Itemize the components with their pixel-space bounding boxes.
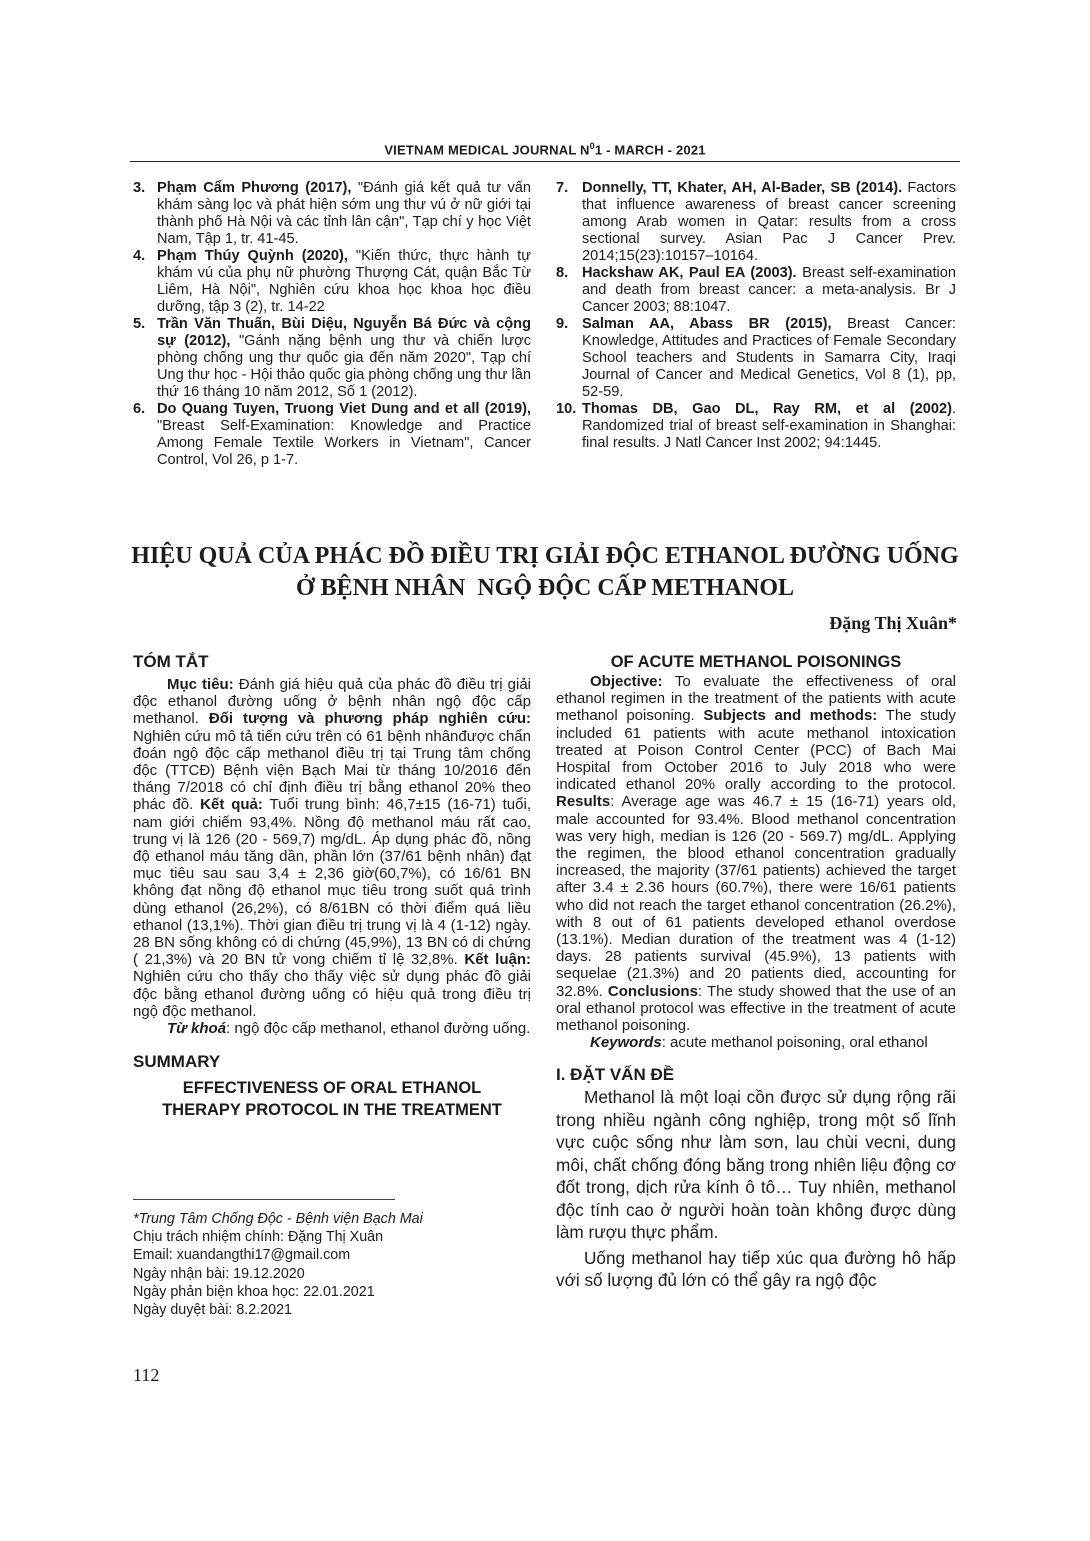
article-title [110,540,980,604]
keywords-text: : ngộ độc cấp methanol, ethanol đường uống. [226,1020,531,1038]
abstract-label: Subjects and methods: [703,707,878,725]
running-header [130,141,960,157]
reference-number: 5. [133,316,146,332]
tomtat-keywords [133,1020,531,1037]
reference-number: 8. [556,265,569,281]
abstract-text: Đánh giá hiệu quả của phác đồ điều trị giải độc ethanol đường uống ở bệnh nhân ngộ độc cấp methanol. [133,676,531,728]
reference-author: Hackshaw AK, Paul EA (2003). [582,265,797,281]
reference-author: Salman AA, Abass BR (2015), [582,316,832,332]
reference-item [556,265,956,316]
reference-text: "Gánh nặng bệnh ung thư và chiến lược phòng chống ung thư quốc gia đến năm 2020", Tạp chí Ung thư học - Hội thảo quốc gia phòng chống ung thư lần thứ 16 tháng 10 năm 2012, Số 1 (2012). [157,333,532,400]
keywords-label: Từ khoá [167,1020,227,1038]
reference-number: 3. [133,180,146,196]
footnote-email: Email: xuandangthi17@gmail.com [133,1247,351,1264]
title-line: HIỆU QUẢ CỦA PHÁC ĐỒ ĐIỀU TRỊ GIẢI ĐỘC ETHANOL ĐƯỜNG UỐNG [131,543,959,569]
abstract-text: To evaluate the effectiveness of oral ethanol regimen in the treatment of the patients with acute methanol poisoning. [556,673,956,725]
keywords-text: : acute methanol poisoning, oral ethanol [661,1034,928,1052]
summary-heading: SUMMARY [133,1052,221,1072]
references-left [133,180,531,469]
footnote-approved-date: Ngày duyệt bài: 8.2.2021 [133,1302,292,1319]
journal-issue: 1 - MARCH - 2021 [594,142,706,158]
reference-text: Factors that influence awareness of breast cancer screening among Arab women in Qatar: results from a cross sectional survey. Asian Pac J Cancer Prev. 2014;15(23):10157–10164. [582,180,956,264]
footnote-rule [133,1199,395,1200]
reference-author: Donnelly, TT, Khater, AH, Al-Bader, SB (2014). [582,180,903,196]
references-right [556,180,956,452]
intro-paragraph: Uống methanol hay tiếp xúc qua đường hô hấp với số lượng đủ lớn có thể gây ra ngộ độc [556,1247,956,1291]
reference-number: 6. [133,401,146,417]
footnote-affiliation: *Trung Tâm Chống Độc - Bệnh viện Bạch Mai [133,1211,423,1227]
summary-title-line: OF ACUTE METHANOL POISONINGS [610,653,902,671]
reference-text: Breast self-examination and death from breast cancer: a meta-analysis. Br J Cancer 2003; 88:1047. [582,265,956,315]
abstract-label: Objective: [590,673,663,690]
abstract-label: Kết quả: [200,796,263,814]
intro-paragraph: Methanol là một loại cồn được sử dụng rộng rãi trong nhiều ngành công nghiệp, trong một số lĩnh vực cuộc sống như làm sơn, lau chùi vecni, dung môi, chất chống đóng băng trong nhiên liệu động cơ đốt trong, dịch rửa kính ô tô… Tuy nhiên, methanol độc tính cao ở người hoàn toàn không được dùng làm rượu thực phẩm. [556,1087,956,1243]
reference-item [133,248,531,316]
journal-superscript: 0 [589,141,595,151]
reference-author: Phạm Cẩm Phương (2017), [157,180,352,196]
reference-item [133,180,531,248]
reference-item [133,316,531,401]
title-line: Ở BỆNH NHÂN NGỘ ĐỘC CẤP METHANOL [295,575,795,601]
reference-item [556,316,956,401]
abstract-text: The study included 61 patients with acute methanol intoxication treated at Poison Control Center (PCC) of Bach Mai Hospital from October 2016 to July 2018 who were indicated ethanol 20% orally according to the protocol. [556,707,956,794]
reference-number: 9. [556,316,569,332]
reference-number: 7. [556,180,569,196]
reference-author: Thomas DB, Gao DL, Ray RM, et al (2002) [582,401,952,417]
intro-heading: I. ĐẶT VẤN ĐỀ [556,1065,675,1085]
footnote-received-date: Ngày nhận bài: 19.12.2020 [133,1265,305,1282]
summary-title-line: THERAPY PROTOCOL IN THE TREATMENT [162,1101,502,1120]
abstract-label: Mục tiêu: [167,676,234,693]
journal-name: VIETNAM MEDICAL JOURNAL N [384,142,590,158]
reference-text: "Breast Self-Examination: Knowledge and Practice Among Female Textile Workers in Vietnam", Cancer Control, Vol 26, p 1-7. [157,418,531,468]
abstract-text: : Average age was 46.7 ± 15 (16-71) years old, male accounted for 93.4%. Blood methanol concentration was very high, median is 126 (20 - 569.7) mg/dL. Applying the regimen, the blood ethanol concentration gradually increased, the majority (37/61 patients) achieved the target after 3.4 ± 2.36 hours (60.7%), there were 16/61 patients who did not reach the target ethanol concentration (26.2%), with 8 out of 61 patients developed ethanol overdose (13.1%). Median duration of the treatment was 4 (1-12) days. 28 patients survival (45.9%), 13 patients with sequelae (21.3%) and 20 patients died, accounting for 32.8%. [556,793,956,1000]
reference-item [133,401,531,469]
abstract-label: Kết luận: [464,951,531,969]
tomtat-abstract [133,676,531,1020]
abstract-text: Nghiên cứu mô tả tiến cứu trên có 61 bệnh nhânđược chẩn đoán ngộ độc cấp methanol điều trị tại Trung tâm chống độc (TTCĐ) Bệnh viện Bạch Mai từ tháng 10/2016 đến tháng 7/2018 có chỉ định điều trị bằng ethanol 20% theo phác đồ. [133,727,531,814]
keywords-label: Keywords [590,1034,662,1052]
reference-text: . Randomized trial of breast self-examination in Shanghai: final results. J Natl Cancer Inst 2002; 94:1445. [582,401,956,451]
abstract-text: : The study showed that the use of an oral ethanol protocol was effective in the treatment of acute methanol poisoning. [556,982,957,1035]
reference-number: 4. [133,248,146,264]
reference-author: Do Quang Tuyen, Truong Viet Dung and et all (2019), [157,401,531,417]
page-number: 112 [133,1365,160,1385]
abstract-label: Đối tượng và phương pháp nghiên cứu: [208,710,531,728]
reference-text: "Đánh giá kết quả tư vấn khám sàng lọc và phát hiện sớm ung thư vú ở nữ giới tại thành phố Hà Nội và các tỉnh lân cận", Tạp chí y học Việt Nam, Tập 1, tr. 41-45. [157,180,531,247]
article-author: Đặng Thị Xuân* [829,613,957,633]
header-rule [130,161,960,162]
reference-number: 10. [556,401,577,417]
abstract-text: Tuổi trung bình: 46,7±15 (16-71) tuổi, nam giới chiếm 93,4%. Nồng độ methanol máu rất cao, trung vị là 126 (20 - 569,7) mg/dL. Áp dụng phác đồ, nồng độ ethanol máu tăng dần, phần lớn (37/61 bệnh nhân) đạt mục tiêu sau sau 3,4 ± 2,36 giờ(60,7%), có 16/61 BN không đạt nồng độ ethanol mục tiêu trong suốt quá trình dùng ethanol (26,2%), có 8/61BN có thời điểm quá liều ethanol (13,1%). Thời gian điều trị trung vị là 4 (1-12) ngày. 28 BN sống không có di chứng (45,9%), 13 BN có di chứng ( 21,3%) và 20 BN tử vong chiếm tỉ lệ 32,8%. [133,796,531,969]
reference-item [556,180,956,265]
reference-author: Trần Văn Thuấn, Bùi Diệu, Nguyễn Bá Đức và cộng sự (2012), [157,316,531,349]
footnote [133,1210,533,1319]
footnote-responsible: Chịu trách nhiệm chính: Đặng Thị Xuân [133,1229,384,1246]
abstract-text: Nghiên cứu cho thấy cho thấy việc sử dụng phác đồ giải độc bằng ethanol đường uống có hiệu quả trong điều trị ngộ độc methanol. [133,968,531,1020]
reference-text: Breast Cancer: Knowledge, Attitudes and Practices of Female Secondary School teachers and Students in Samarra City, Iraqi Journal of Cancer and Medical Genetics, Vol 8 (1), pp, 52-59. [582,316,956,400]
left-column [133,651,531,1121]
summary-title-line: EFFECTIVENESS OF ORAL ETHANOL [182,1079,482,1098]
summary-keywords [556,1034,956,1051]
right-column [556,651,956,1292]
reference-text: "Kiến thức, thực hành tự khám vú của phụ nữ phường Thượng Cát, quận Bắc Từ Liêm, Hà Nội", Nghiên cứu khoa học khoa học điều dưỡng, tập 3 (2), tr. 14-22 [157,248,531,315]
abstract-label: Conclusions [607,982,698,1000]
footnote-reviewed-date: Ngày phản biện khoa học: 22.01.2021 [133,1283,375,1300]
tomtat-heading: TÓM TẮT [133,652,209,671]
reference-item [556,401,956,452]
summary-abstract [556,673,956,1034]
reference-author: Phạm Thúy Quỳnh (2020), [157,248,348,264]
abstract-label: Results [556,793,611,811]
